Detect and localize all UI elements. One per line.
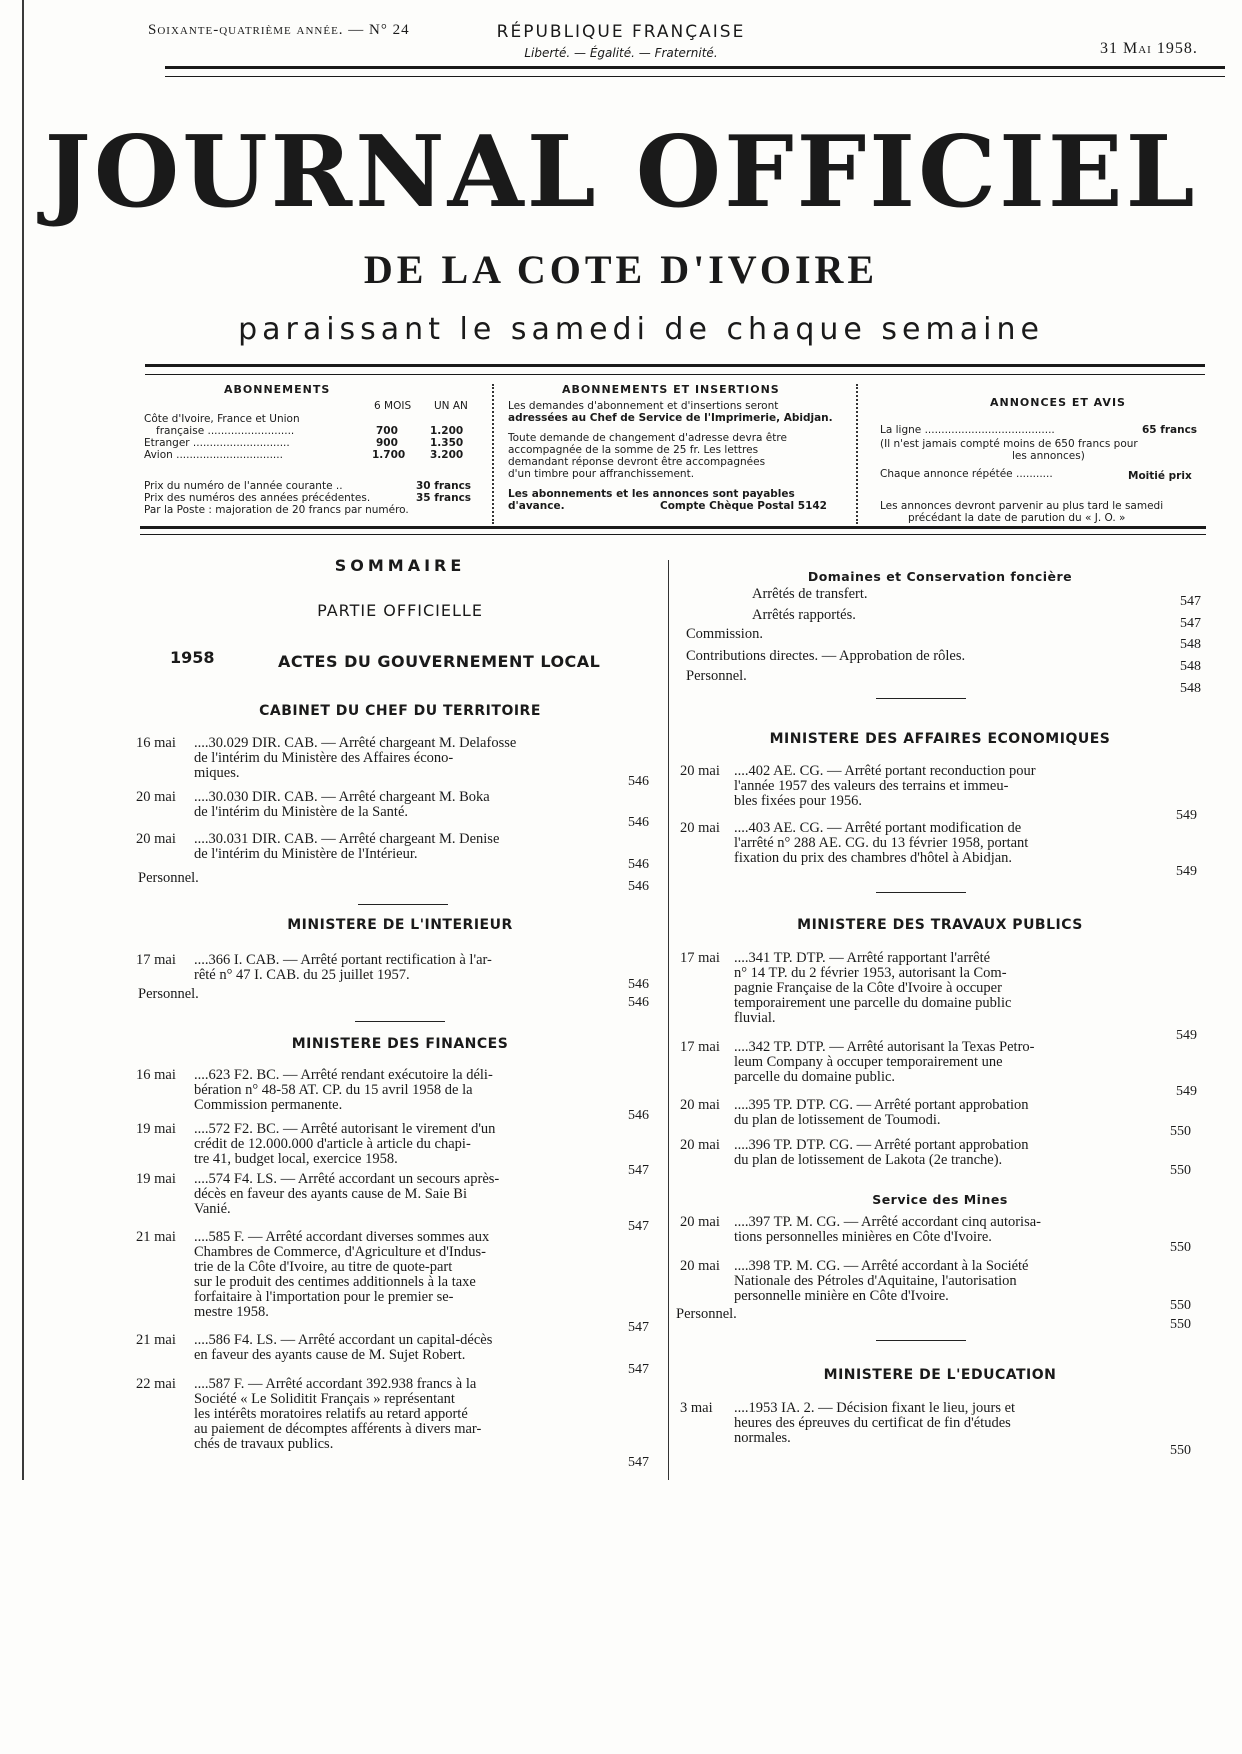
insertions-text: d'un timbre pour affranchissement.: [508, 468, 695, 480]
entry-text: ....586 F4. LS. — Arrêté accordant un capital-décès en faveur des ayants cause de M. Sujet Robert.: [194, 1332, 493, 1363]
entry-date: 20 mai: [680, 1258, 720, 1274]
list-item: [680, 951, 1180, 1031]
entry-text: ....341 TP. DTP. — Arrêté rapportant l'arrêté n° 14 TP. du 2 février 1953, autorisant la Com- pagnie Française de la Côte d'Ivoire à occuper temporairement une parcelle du domaine public fluvial.: [734, 950, 1012, 1026]
price-value: 35 francs: [416, 492, 472, 504]
announcement-price: 65 francs: [1142, 424, 1198, 436]
announcement-repeat: Chaque annonce répétée ...........: [880, 468, 1053, 480]
page-number: 546: [628, 879, 649, 894]
rate-6m: 1.700: [372, 449, 406, 461]
list-item: [136, 736, 656, 784]
list-item: [680, 1040, 1180, 1088]
entry-text: ....574 F4. LS. — Arrêté accordant un secours après- décès en faveur des ayants cause de M. Saie Bi Vanié.: [194, 1171, 500, 1217]
entry-text: ....572 F2. BC. — Arrêté autorisant le virement d'un crédit de 12.000.000 d'article à article du chapi- tre 41, budget local, exercice 1958.: [194, 1121, 496, 1167]
price-note: Prix du numéro de l'année courante ..: [144, 480, 343, 492]
page-number: 547: [1180, 616, 1201, 631]
list-item: [136, 953, 656, 985]
page-number: 546: [628, 977, 649, 992]
price-value: 30 francs: [416, 480, 472, 492]
summary-year: 1958: [170, 648, 215, 667]
list-item: [680, 821, 1180, 869]
issue-info: Soixante-quatrième année. — N° 24: [148, 22, 410, 38]
subscriptions-title: ABONNEMENTS: [224, 383, 331, 396]
announcement-line: La ligne .......................................: [880, 424, 1055, 436]
entry-text: ....30.031 DIR. CAB. — Arrêté chargeant M. Denise de l'intérim du Ministère de l'Intérieur.: [194, 831, 500, 862]
entry-date: 20 mai: [680, 763, 720, 779]
republic-motto: Liberté. — Égalité. — Fraternité.: [524, 46, 718, 60]
list-item: [680, 1401, 1180, 1449]
list-item: [136, 790, 656, 822]
page-number: 549: [1176, 1084, 1197, 1099]
section-divider: [876, 892, 966, 893]
rate-1y: 3.200: [430, 449, 464, 461]
section-finances: MINISTERE DES FINANCES: [291, 1036, 509, 1052]
masthead-title: JOURNAL OFFICIEL: [44, 115, 1198, 230]
entry-date: 16 mai: [136, 735, 176, 751]
rate-label: Côte d'Ivoire, France et Union: [144, 413, 300, 425]
personnel-label: Personnel.: [676, 1306, 737, 1322]
section-divider: [358, 904, 448, 905]
col-1-year: UN AN: [434, 400, 468, 412]
insertions-text: accompagnée de la somme de 25 fr. Les lettres: [508, 444, 759, 456]
masthead-subtitle: DE LA COTE D'IVOIRE: [363, 247, 879, 292]
section-divider: [355, 1021, 445, 1022]
page-number: 549: [1176, 1028, 1197, 1043]
masthead-tagline: paraissant le samedi de chaque semaine: [238, 312, 1044, 347]
domaines-item: Commission.: [686, 626, 763, 642]
acts-title: ACTES DU GOUVERNEMENT LOCAL: [278, 652, 601, 671]
entry-date: 3 mai: [680, 1400, 713, 1416]
list-item: [680, 1098, 1180, 1130]
box-bottom-rule: [140, 526, 1206, 535]
entry-text: ....403 AE. CG. — Arrêté portant modification de l'arrêté n° 288 AE. CG. du 13 février 1958, portant fixation du prix des chambres d'hôtel à Abidjan.: [734, 820, 1029, 866]
republic-title: RÉPUBLIQUE FRANÇAISE: [496, 22, 746, 42]
page-number: 547: [628, 1362, 649, 1377]
announcement-note: (Il n'est jamais compté moins de 650 francs pour: [880, 438, 1138, 450]
insertions-text: adressées au Chef de Service de l'Imprimerie, Abidjan.: [508, 412, 833, 424]
page-number: 548: [1180, 659, 1201, 674]
rate-1y: 1.200: [430, 425, 464, 437]
announcement-note: les annonces): [1012, 450, 1085, 462]
list-item: [136, 1122, 656, 1170]
entry-text: ....397 TP. M. CG. — Arrêté accordant cinq autorisa- tions personnelles minières en Côte d'Ivoire.: [734, 1214, 1041, 1245]
insertions-text: Toute demande de changement d'adresse devra être: [508, 432, 787, 444]
page-number: 550: [1170, 1298, 1191, 1313]
section-domaines: Domaines et Conservation foncière: [807, 569, 1073, 584]
entry-text: ....30.030 DIR. CAB. — Arrêté chargeant M. Boka de l'intérim du Ministère de la Santé.: [194, 789, 490, 820]
box-separator: [492, 384, 494, 524]
insertions-text: Les abonnements et les annonces sont payables: [508, 488, 795, 500]
entry-date: 20 mai: [680, 1137, 720, 1153]
page-number: 546: [628, 857, 649, 872]
masthead-rule: [145, 364, 1205, 375]
list-item: [680, 764, 1180, 812]
entry-date: 17 mai: [680, 950, 720, 966]
entry-date: 20 mai: [680, 1097, 720, 1113]
subscriptions-section: [144, 380, 474, 530]
rate-6m: 700: [376, 425, 398, 437]
announcement-deadline: précédant la date de parution du « J. O. »: [908, 512, 1126, 524]
entry-date: 20 mai: [136, 789, 176, 805]
entry-text: ....587 F. — Arrêté accordant 392.938 francs à la Société « Le Soliditit Français » représentant les intérêts moratoires relatifs au retard apporté au paiement de décomptes afférents à divers mar- chés de travaux publics.: [194, 1376, 482, 1452]
personnel-label: Personnel.: [138, 986, 199, 1002]
list-item: [680, 1215, 1180, 1247]
box-separator: [856, 384, 858, 524]
section-divider: [876, 1340, 966, 1341]
entry-text: ....30.029 DIR. CAB. — Arrêté chargeant M. Delafosse de l'intérim du Ministère des Affaires écono- miques.: [194, 735, 517, 781]
insertions-title: ABONNEMENTS ET INSERTIONS: [562, 383, 780, 396]
entry-date: 21 mai: [136, 1332, 176, 1348]
list-item: [136, 1333, 656, 1365]
entry-date: 20 mai: [136, 831, 176, 847]
column-separator: [668, 560, 669, 1480]
page-number: 547: [1180, 594, 1201, 609]
announcement-deadline: Les annonces devront parvenir au plus tard le samedi: [880, 500, 1164, 512]
summary-title: SOMMAIRE: [334, 556, 466, 575]
rate-6m: 900: [376, 437, 398, 449]
entry-date: 17 mai: [680, 1039, 720, 1055]
domaines-item: Arrêtés rapportés.: [752, 607, 856, 623]
announcements-section: [880, 380, 1205, 530]
section-interior: MINISTERE DE L'INTERIEUR: [287, 917, 513, 933]
page-number: 546: [628, 1108, 649, 1123]
list-item: [136, 1172, 656, 1220]
page-number: 548: [1180, 681, 1201, 696]
postal-account: Compte Chèque Postal 5142: [660, 500, 827, 512]
page-number: 546: [628, 774, 649, 789]
page-number: 546: [628, 815, 649, 830]
domaines-item: Arrêtés de transfert.: [752, 586, 868, 602]
insertions-text: demandant réponse devront être accompagnées: [508, 456, 766, 468]
page-number: 550: [1170, 1443, 1191, 1458]
insertions-text: Les demandes d'abonnement et d'insertions seront: [508, 400, 779, 412]
col-6-months: 6 MOIS: [374, 400, 412, 412]
list-item: [136, 832, 656, 864]
announcements-title: ANNONCES ET AVIS: [990, 396, 1126, 409]
domaines-item: Personnel.: [686, 668, 747, 684]
entry-date: 19 mai: [136, 1121, 176, 1137]
entry-date: 21 mai: [136, 1229, 176, 1245]
entry-text: ....342 TP. DTP. — Arrêté autorisant la Texas Petro- leum Company à occuper temporairement une parcelle du domaine public.: [734, 1039, 1035, 1085]
page-number: 550: [1170, 1163, 1191, 1178]
price-note: Prix des numéros des années précédentes.: [144, 492, 371, 504]
domaines-item: Contributions directes. — Approbation de rôles.: [686, 648, 966, 664]
entry-date: 22 mai: [136, 1376, 176, 1392]
entry-text: ....398 TP. M. CG. — Arrêté accordant à la Société Nationale des Pétroles d'Aquitaine, l'autorisation personnelle minière en Côte d'Ivoire.: [734, 1258, 1029, 1304]
subscription-box: [140, 380, 1206, 530]
page-number: 547: [628, 1455, 649, 1470]
post-note: Par la Poste : majoration de 20 francs par numéro.: [144, 504, 409, 516]
page-number: 550: [1170, 1240, 1191, 1255]
entry-date: 20 mai: [680, 1214, 720, 1230]
list-item: [136, 1068, 656, 1116]
entry-text: ....395 TP. DTP. CG. — Arrêté portant approbation du plan de lotissement de Toumodi.: [734, 1097, 1029, 1128]
entry-text: ....366 I. CAB. — Arrêté portant rectification à l'ar- rêté n° 47 I. CAB. du 25 juillet 1957.: [194, 952, 492, 983]
entry-text: ....585 F. — Arrêté accordant diverses sommes aux Chambres de Commerce, d'Agriculture et d'Indus- trie de la Côte d'Ivoire, au titre de quote-part sur le produit des centimes additionnels à la taxe forfaitaire à l'importation pour le premier se- mestre 1958.: [194, 1229, 490, 1320]
page-number: 546: [628, 995, 649, 1010]
page-number: 550: [1170, 1124, 1191, 1139]
page-number: 547: [628, 1320, 649, 1335]
entry-date: 20 mai: [680, 820, 720, 836]
section-education: MINISTERE DE L'EDUCATION: [823, 1367, 1057, 1383]
entry-date: 16 mai: [136, 1067, 176, 1083]
list-item: [680, 1138, 1180, 1170]
insertions-section: [508, 380, 838, 530]
insertions-text: d'avance.: [508, 500, 565, 512]
page-number: 547: [628, 1219, 649, 1234]
section-mines: Service des Mines: [872, 1192, 1008, 1207]
rate-1y: 1.350: [430, 437, 464, 449]
page-number: 547: [628, 1163, 649, 1178]
rate-label: Etranger .............................: [144, 437, 290, 449]
page-number: 549: [1176, 808, 1197, 823]
summary-part: PARTIE OFFICIELLE: [317, 601, 483, 620]
entry-text: ....623 F2. BC. — Arrêté rendant exécutoire la déli- bération n° 48-58 AT. CP. du 15 avril 1958 de la Commission permanente.: [194, 1067, 493, 1113]
entry-date: 19 mai: [136, 1171, 176, 1187]
personnel-label: Personnel.: [138, 870, 199, 886]
list-item: [136, 1377, 656, 1457]
rate-label: française ..........................: [156, 425, 295, 437]
rate-label: Avion ................................: [144, 449, 283, 461]
page-number: 548: [1180, 637, 1201, 652]
page-number: 550: [1170, 1317, 1191, 1332]
entry-text: ....396 TP. DTP. CG. — Arrêté portant approbation du plan de lotissement de Lakota (2e tranche).: [734, 1137, 1029, 1168]
page-number: 549: [1176, 864, 1197, 879]
issue-date: 31 Mai 1958.: [1100, 40, 1198, 57]
list-item: [136, 1230, 656, 1326]
section-economic: MINISTERE DES AFFAIRES ECONOMIQUES: [769, 731, 1111, 747]
announcement-repeat-price: Moitié prix: [1128, 470, 1192, 482]
entry-text: ....402 AE. CG. — Arrêté portant reconduction pour l'année 1957 des valeurs des terrains et immeu- bles fixées pour 1956.: [734, 763, 1036, 809]
section-divider: [876, 698, 966, 699]
entry-date: 17 mai: [136, 952, 176, 968]
section-public-works: MINISTERE DES TRAVAUX PUBLICS: [797, 917, 1083, 933]
header-rule: [165, 66, 1225, 77]
entry-text: ....1953 IA. 2. — Décision fixant le lieu, jours et heures des épreuves du certificat de fin d'études normales.: [734, 1400, 1016, 1446]
section-cabinet: CABINET DU CHEF DU TERRITOIRE: [259, 703, 541, 719]
list-item: [680, 1259, 1180, 1307]
